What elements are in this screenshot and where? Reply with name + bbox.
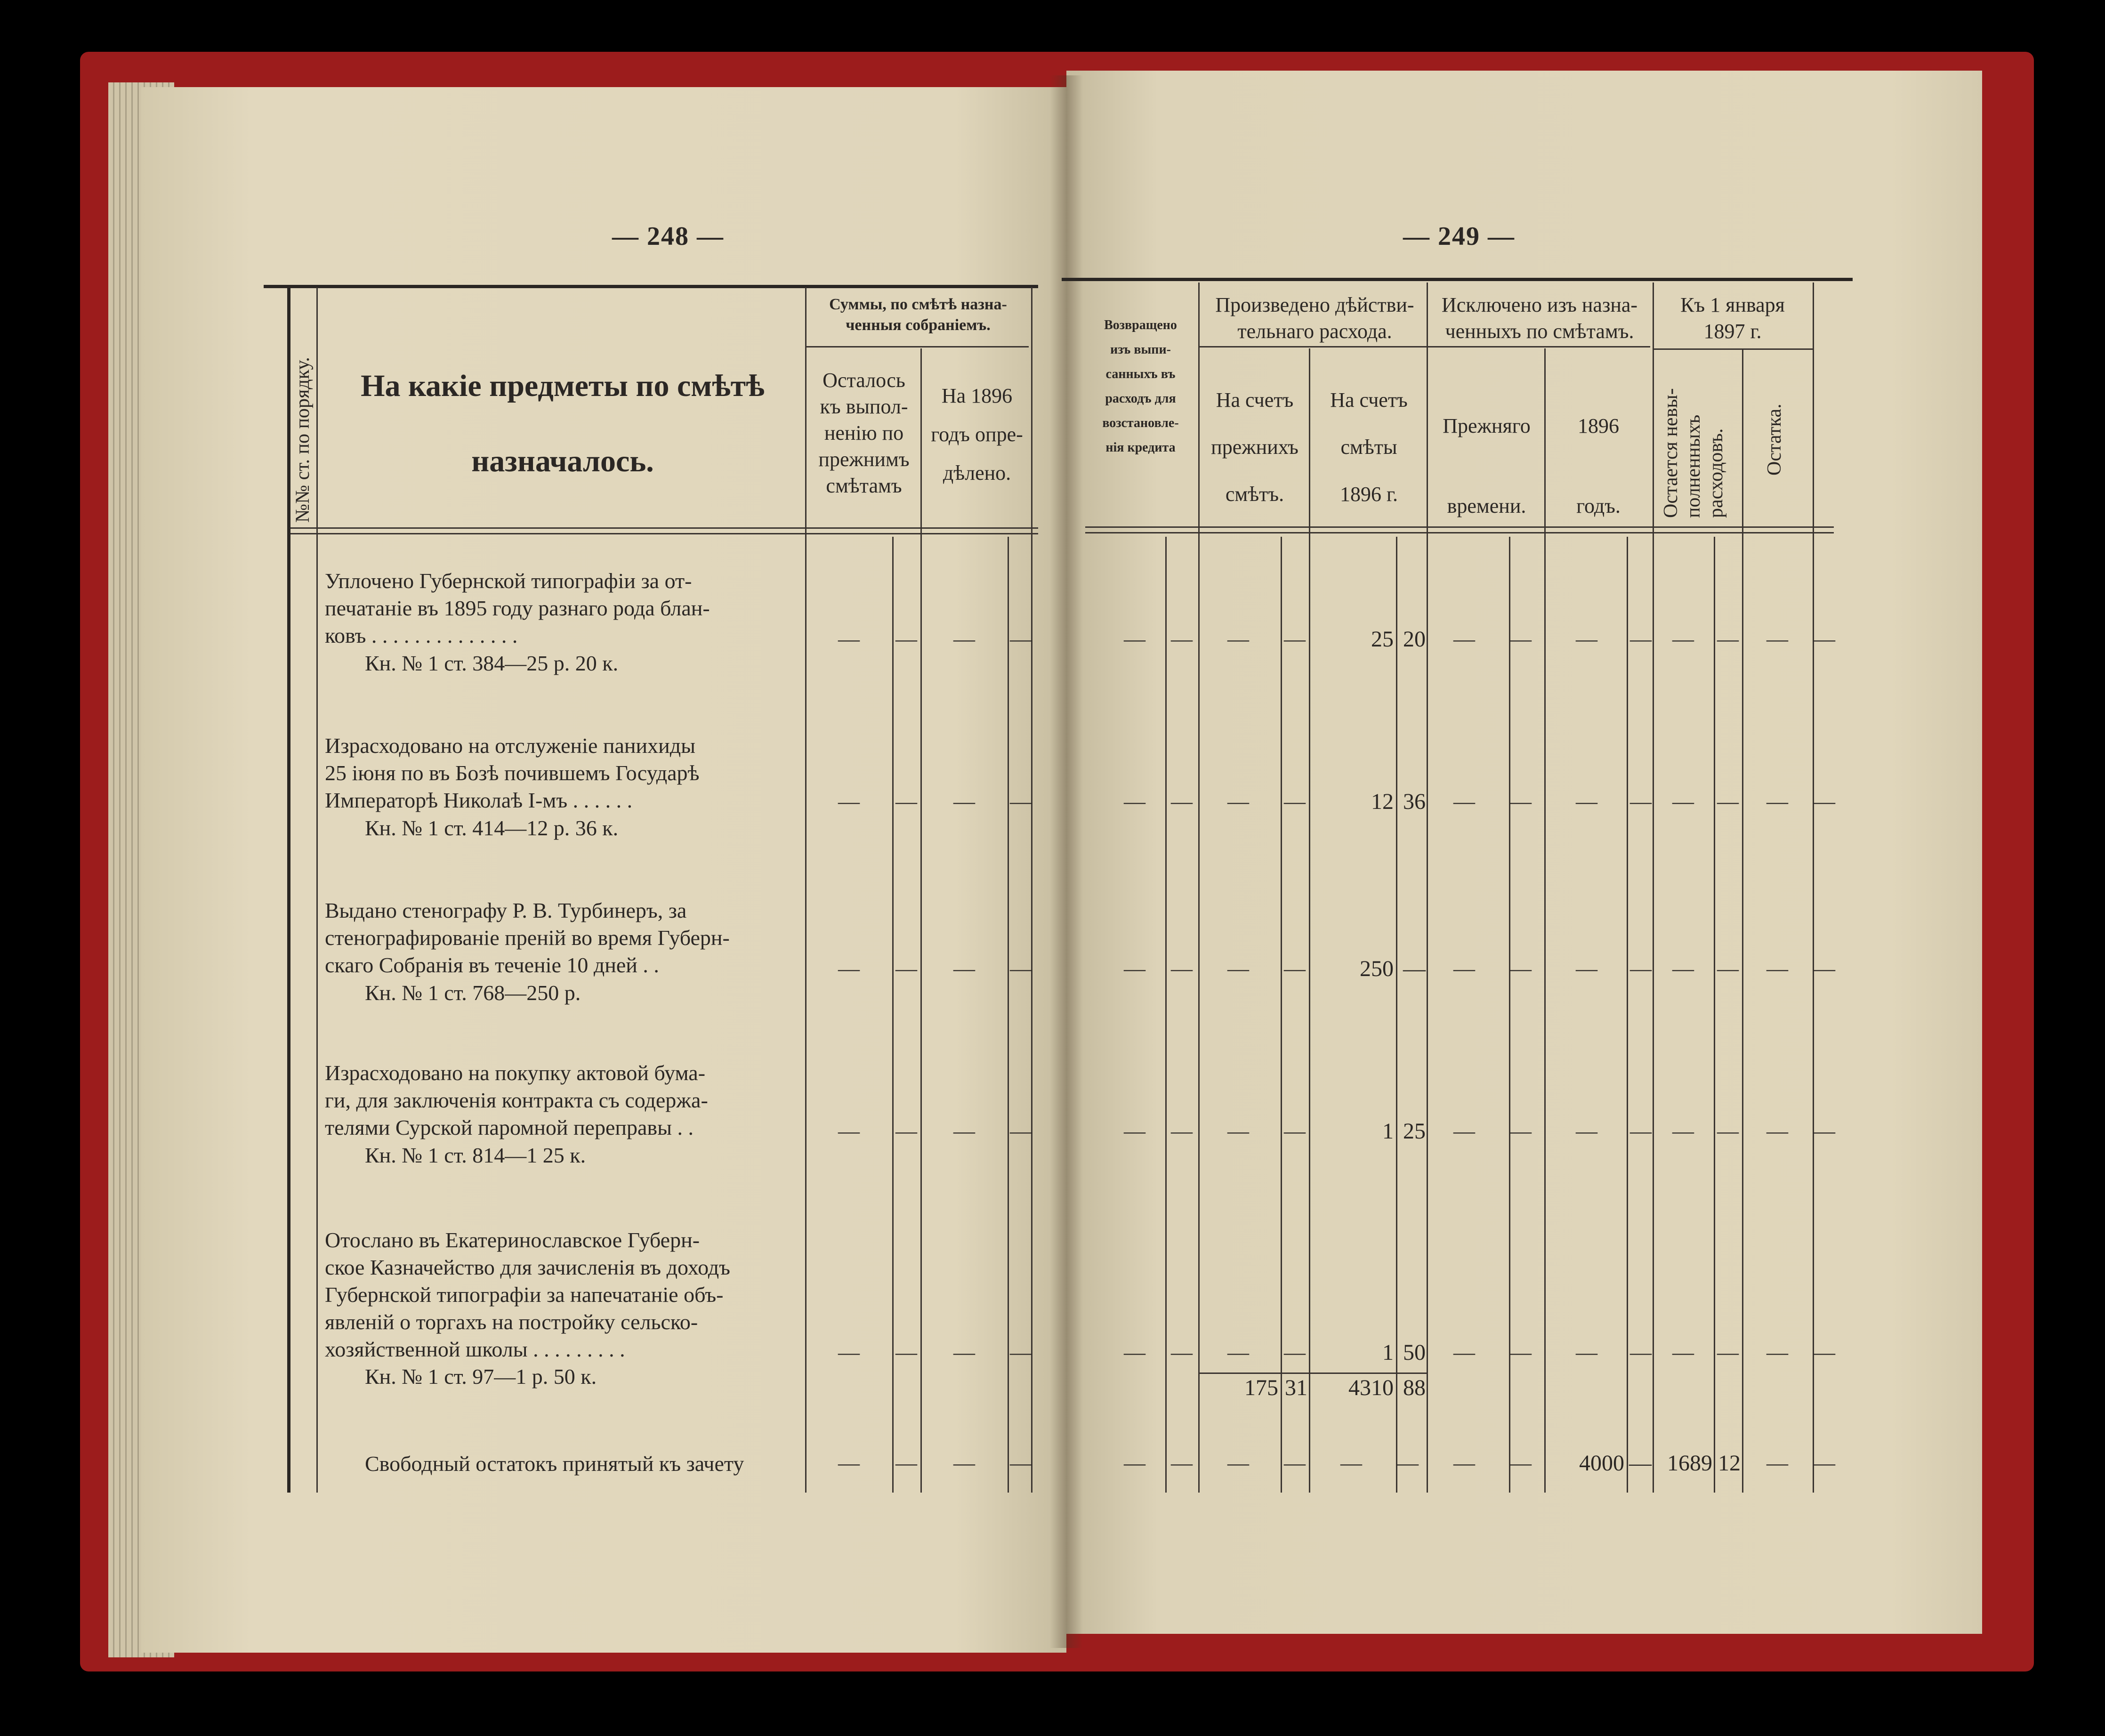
dash: — (953, 1340, 975, 1364)
dash: — (1124, 789, 1145, 813)
sums-group-header: Суммы, по смѣтѣ назна-ченныя собраніемъ. (829, 296, 1007, 334)
left-sums-split (805, 346, 1029, 347)
unfulfilled-header: Остается невы- полненныхъ расходовъ. (1660, 388, 1727, 518)
right-col-divider (1165, 537, 1167, 1493)
dash: — (1340, 1451, 1362, 1475)
dash: — (1171, 956, 1193, 980)
dash: — (838, 627, 860, 651)
dash: — (953, 789, 975, 813)
left-col-divider (805, 287, 807, 1493)
dash: — (1510, 789, 1532, 813)
dash: — (1510, 956, 1532, 980)
dash: — (838, 789, 860, 813)
dash: — (1510, 1119, 1532, 1143)
left-header-rule (290, 527, 1038, 529)
dash: — (1124, 956, 1145, 980)
dash: — (1124, 1340, 1145, 1364)
dash: — (1010, 1340, 1032, 1364)
dash: — (1766, 1340, 1788, 1364)
dash: — (1766, 789, 1788, 813)
dash: — (1227, 1451, 1249, 1475)
dash: — (1284, 627, 1306, 651)
dash: — (1672, 956, 1694, 980)
dash: — (1510, 1340, 1532, 1364)
dash: — (1766, 956, 1788, 980)
amount-1896-kop: 25 (1403, 1119, 1426, 1144)
amount-1896-rub: 12 (1371, 789, 1394, 814)
dash: — (1171, 627, 1193, 651)
dash: — (1576, 789, 1597, 813)
dash: — (1284, 956, 1306, 980)
dash: — (1010, 789, 1032, 813)
estimate-1896-header: На счетъ смѣты 1896 г. (1330, 388, 1408, 506)
amount-1896-rub: 25 (1371, 627, 1394, 652)
total-1896-rub: 4310 (1348, 1375, 1394, 1400)
dash: — (1717, 627, 1739, 651)
dash: — (838, 956, 860, 980)
dash: — (1510, 1451, 1532, 1475)
totals-rule (1198, 1373, 1427, 1374)
left-col-divider (316, 287, 318, 1493)
dash: — (1814, 1340, 1835, 1364)
dash: — (1010, 1451, 1032, 1475)
dash: — (1717, 789, 1739, 813)
dash: — (1814, 1119, 1835, 1143)
entry-text: Уплочено Губернской типографіи за от- печатаніе въ 1895 году разнаго рода блан- ковъ . . . . . . . . . . . . . . (325, 569, 710, 647)
dash: — (895, 1119, 917, 1143)
returned-header: Возвращено изъ выпи- санныхъ въ расходъ для возстановле- нія кредита (1102, 318, 1179, 455)
right-col-divider (1653, 283, 1654, 1493)
dash: — (838, 1119, 860, 1143)
dash: — (1453, 1119, 1475, 1143)
dash: — (1453, 627, 1475, 651)
last-unfulfilled-rub: 1689 (1667, 1451, 1712, 1476)
dash: — (1227, 627, 1249, 651)
dash: — (1171, 1451, 1193, 1475)
amount-1896-kop: 50 (1403, 1340, 1426, 1365)
dash: — (1766, 1451, 1788, 1475)
dash: — (953, 1451, 975, 1475)
dash: — (838, 1451, 860, 1475)
year-1896-excluded-header: 1896 годъ. (1576, 414, 1621, 517)
dash: — (1630, 1340, 1652, 1364)
left-top-rule (264, 285, 1038, 288)
dash: — (1814, 956, 1835, 980)
last-1896-rub: 4000 (1579, 1451, 1624, 1476)
total-prev-rub: 175 (1244, 1375, 1278, 1400)
dash: — (1227, 956, 1249, 980)
last-1896-kop: — (1629, 1451, 1652, 1476)
dash: — (1766, 627, 1788, 651)
right-col-divider (1309, 348, 1310, 1493)
subjects-header: На какіе предметы по смѣтѣ назначалось. (361, 369, 765, 478)
dash: — (1510, 627, 1532, 651)
dash: — (1124, 1451, 1145, 1475)
dash: — (1284, 1119, 1306, 1143)
actual-group-header: Произведено дѣйстви-тельнаго расхода. (1215, 293, 1414, 343)
dash: — (1010, 627, 1032, 651)
remaining-header: Осталось къ выпол- ненію по прежнимъ смѣтамъ (818, 369, 910, 497)
left-col-divider (1031, 287, 1032, 1493)
dash: — (953, 1119, 975, 1143)
entry-text: Выдано стенографу Р. В. Турбинеръ, за стенографированіе преній во время Губерн- скаго Собранія въ теченіе 10 дней . . (325, 898, 730, 977)
right-col-divider (1198, 283, 1200, 1493)
dash: — (1453, 1340, 1475, 1364)
prev-estimates-header: На счетъ прежнихъ смѣтъ. (1211, 388, 1298, 506)
dash: — (1672, 1119, 1694, 1143)
dash: — (1576, 627, 1597, 651)
dash: — (895, 1340, 917, 1364)
book-gutter (1050, 75, 1083, 1648)
dash: — (1672, 789, 1694, 813)
dash: — (1284, 1340, 1306, 1364)
entry-ref: Кн. № 1 ст. 97—1 р. 50 к. (365, 1365, 597, 1389)
dash: — (1284, 1451, 1306, 1475)
dash: — (1227, 789, 1249, 813)
entry-ref: Кн. № 1 ст. 814—1 25 к. (365, 1143, 586, 1167)
dash: — (1576, 956, 1597, 980)
last-unfulfilled-kop: 12 (1718, 1451, 1741, 1476)
entry-text: Израсходовано на отслуженіе панихиды 25 іюня по въ Бозѣ почившемъ Государѣ Императорѣ Николаѣ I-мъ . . . . . . (325, 734, 700, 812)
amount-1896-rub: 250 (1360, 956, 1394, 981)
dash: — (1010, 956, 1032, 980)
total-1896-kop: 88 (1403, 1375, 1426, 1400)
dash: — (1814, 627, 1835, 651)
left-header-rule-2 (290, 533, 1038, 534)
dash: — (895, 627, 917, 651)
dash: — (1630, 627, 1652, 651)
right-group-split (1198, 346, 1650, 347)
dash: — (1576, 1119, 1597, 1143)
amount-1896-rub: 1 (1382, 1340, 1394, 1365)
dash: — (953, 627, 975, 651)
dash: — (1453, 789, 1475, 813)
dash: — (838, 1340, 860, 1364)
dash: — (895, 1451, 917, 1475)
dash: — (1397, 1451, 1419, 1475)
dash: — (1124, 1119, 1145, 1143)
entry-ref: Кн. № 1 ст. 768—250 р. (365, 981, 581, 1005)
amount-1896-rub: 1 (1382, 1119, 1394, 1144)
dash: — (1453, 956, 1475, 980)
dash: — (1171, 1119, 1193, 1143)
jan-group-header: Къ 1 января 1897 г. (1680, 293, 1785, 343)
dash: — (1814, 1451, 1835, 1475)
amount-1896-kop: 36 (1403, 789, 1426, 814)
entry-text: Свободный остатокъ принятый къ зачету (365, 1452, 744, 1476)
amount-1896-kop: — (1403, 956, 1426, 981)
dash: — (895, 789, 917, 813)
right-col-divider (1742, 348, 1743, 1493)
dash: — (1766, 1119, 1788, 1143)
dash: — (1814, 789, 1835, 813)
dash: — (1227, 1340, 1249, 1364)
dash: — (1630, 789, 1652, 813)
right-jan-split (1653, 348, 1813, 350)
dash: — (1717, 1119, 1739, 1143)
dash: — (1717, 1340, 1739, 1364)
dash: — (1630, 1119, 1652, 1143)
right-col-divider (1544, 348, 1546, 1493)
dash: — (1453, 1451, 1475, 1475)
right-page-number: — 249 — (1403, 222, 1515, 251)
dash: — (1124, 627, 1145, 651)
excluded-group-header: Исключено изъ назна-ченныхъ по смѣтамъ. (1441, 293, 1638, 343)
total-prev-kop: 31 (1285, 1375, 1307, 1400)
prev-time-header: Прежняго времени. (1443, 414, 1531, 517)
dash: — (1717, 956, 1739, 980)
right-col-divider (1813, 283, 1814, 1493)
balance-header: Остатка. (1764, 404, 1785, 476)
left-page-number: — 248 — (612, 222, 724, 251)
dash: — (1284, 789, 1306, 813)
dash: — (1672, 627, 1694, 651)
entry-ref: Кн. № 1 ст. 384—25 р. 20 к. (365, 651, 619, 675)
dash: — (953, 956, 975, 980)
right-top-rule (1062, 278, 1853, 281)
dash: — (1171, 789, 1193, 813)
order-number-header: №№ ст. по порядку. (292, 357, 314, 523)
dash: — (1576, 1340, 1597, 1364)
entry-text: Израсходовано на покупку актовой бума- ги, для заключенія контракта съ содержа- телями Сурской паромной переправы . . (325, 1061, 708, 1139)
entry-text: Отослано въ Екатеринославское Губерн- ское Казначейство для зачисленія въ доходъ Губернской типографіи за напечатаніе объ- явленій о торгахъ на постройку сельско- хозяйственной школы . . . . . . . . . (325, 1228, 730, 1361)
right-col-divider (1427, 283, 1428, 1493)
dash: — (1227, 1119, 1249, 1143)
entry-ref: Кн. № 1 ст. 414—12 р. 36 к. (365, 816, 619, 840)
dash: — (1010, 1119, 1032, 1143)
dash: — (895, 956, 917, 980)
dash: — (1630, 956, 1652, 980)
dash: — (1171, 1340, 1193, 1364)
right-col-divider (1396, 537, 1397, 1493)
year-1896-header: На 1896 годъ опре- дѣлено. (931, 384, 1023, 484)
dash: — (1672, 1340, 1694, 1364)
left-col-divider (920, 348, 922, 1493)
amount-1896-kop: 20 (1403, 627, 1426, 652)
